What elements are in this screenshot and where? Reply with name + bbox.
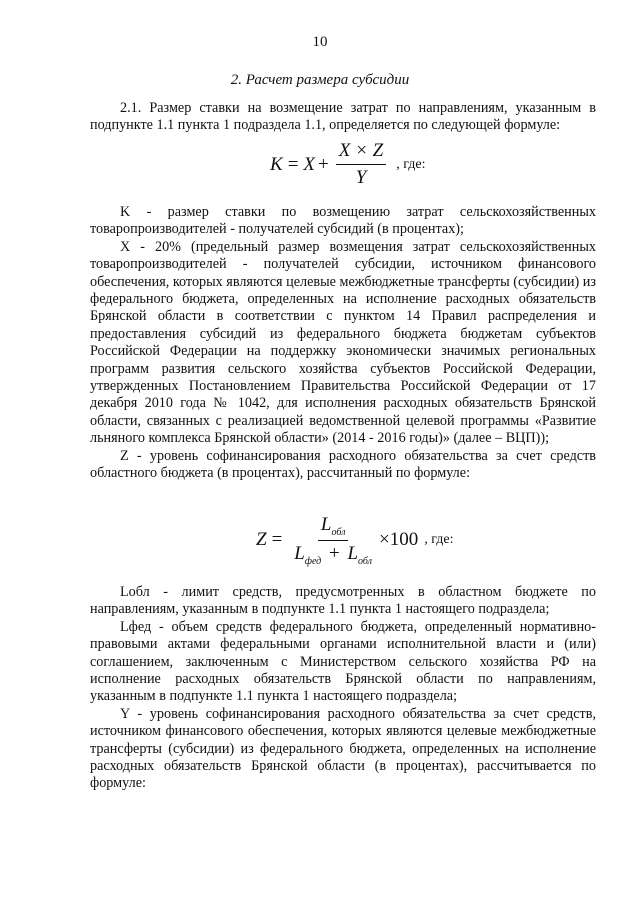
- formula-z-fraction: [291, 514, 375, 567]
- section-title: 2. Расчет размера субсидии: [230, 72, 410, 88]
- formula-k-numerator: X × Z: [336, 140, 387, 165]
- formula-k-lhs: K: [270, 153, 283, 175]
- definition-l-fed: Lфед - объем средств федерального бюджета, определенный нормативно-правовыми актами федеральными органами исполнительной власти и (или) соглашением, заключенным с Министерством сельского хозяйства РФ на исполнение расходных обязательств Брянской области по направлениям, указанным в подпункте 1.1 пункта 1 настоящего подраздела;: [90, 618, 596, 705]
- paragraph-2-1: [90, 100, 596, 135]
- paragraph-2-1-text: 2.1. Размер ставки на возмещение затрат по направлениям, указанным в подпункте 1.1 пункта 1 подраздела 1.1, определяется по следующей формуле:: [90, 100, 596, 134]
- definition-x: X - 20% (предельный размер возмещения затрат сельскохозяйственных товаропроизводителей - получателей субсидии, источником финансового обеспечения, которых являются целевые межбюджетные трансферты (субсидии) из федерального бюджета, определенных на исполнение расходных обязательств Брянской области в соответствии с пунктом 14 Правил распределения и предоставления субсидий из федерального бюджета бюджетам субъектов Российской Федерации на поддержку экономически значимых региональных программ развития сельского хозяйства субъектов Российской Федерации, утвержденных Постановлением Правительства Российской Федерации от 17 декабря 2010 года № 1042, для исполнения расходных обязательств Брянской области, связанных с реализацией ведомственной целевой программы «Развитие льняного комплекса Брянской области» (2014 - 2016 годы)» (далее – ВЦП));: [90, 238, 596, 447]
- formula-z-den-l1: L: [294, 542, 305, 564]
- formula-z-den-sub2: обл: [358, 555, 373, 567]
- formula-z: [256, 514, 454, 567]
- formula-z-den-l2: L: [347, 542, 359, 564]
- definitions-block-1: [90, 204, 596, 483]
- definition-z: Z - уровень софинансирования расходного обязательства за счет средств областного бюджета (в процентах), рассчитанный по формуле:: [90, 447, 596, 482]
- formula-k: [270, 140, 426, 189]
- formula-z-den-sub1: фед: [304, 555, 322, 567]
- formula-z-times: ×100: [379, 529, 419, 551]
- formula-z-denominator: [291, 541, 375, 567]
- definitions-block-2: [90, 584, 596, 793]
- formula-z-numerator: [318, 514, 349, 541]
- formula-z-num-sub: обл: [331, 526, 346, 538]
- definition-l-obl: Lобл - лимит средств, предусмотренных в областном бюджете по направлениям, указанным в подпункте 1.1 пункта 1 настоящего подраздела;: [90, 584, 596, 618]
- formula-k-x: X: [303, 153, 316, 175]
- page-number: 10: [312, 34, 328, 50]
- formula-z-num-l: L: [320, 514, 332, 535]
- formula-k-suffix: , где:: [396, 156, 426, 172]
- definition-k: K - размер ставки по возмещению затрат сельскохозяйственных товаропроизводителей - получателей субсидий (в процентах);: [90, 204, 596, 238]
- formula-z-den-plus: +: [328, 542, 340, 564]
- formula-k-eq: =: [287, 153, 299, 175]
- formula-k-denominator: Y: [355, 167, 367, 188]
- definition-y: Y - уровень софинансирования расходного обязательства за счет средств, источником финансового обеспечения, которых являются целевые межбюджетные трансферты (субсидии) из федерального бюджета, определенных на исполнение расходных обязательств Брянской области (в процентах), рассчитывается по формуле:: [90, 705, 596, 792]
- formula-k-fraction: [336, 140, 387, 189]
- formula-k-plus: +: [318, 153, 329, 175]
- formula-z-eq: =: [271, 529, 283, 551]
- formula-z-lhs: Z: [256, 529, 267, 551]
- formula-z-suffix: , где:: [424, 532, 454, 548]
